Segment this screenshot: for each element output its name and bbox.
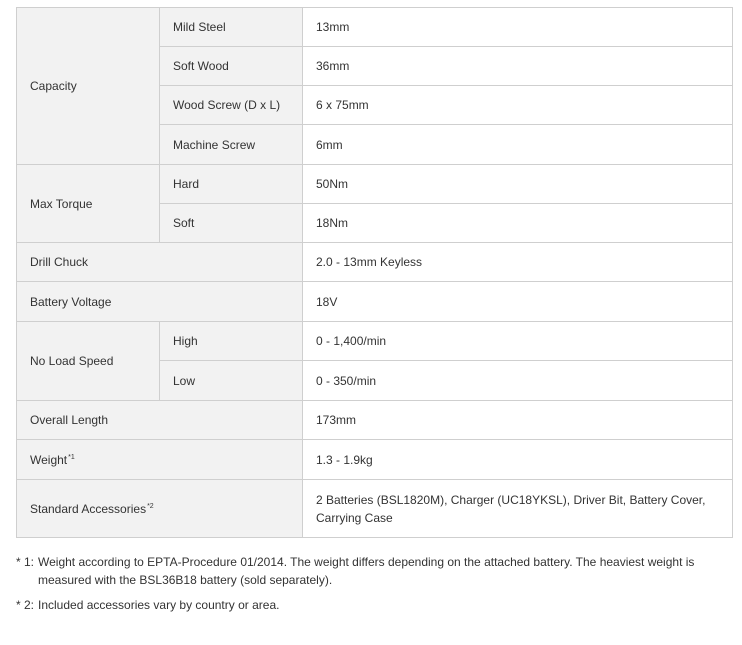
max-torque-hard-label: Hard [160, 165, 303, 204]
overall-length-value: 173mm [303, 401, 733, 440]
max-torque-soft-value: 18Nm [303, 204, 733, 243]
footnote-1-text: Weight according to EPTA-Procedure 01/2014. The weight differs depending on the attached battery. The heaviest weight is measured with the BSL36B18 battery (sold separately). [38, 555, 695, 587]
footnote-1 [16, 553, 732, 589]
capacity-mild-steel-value: 13mm [303, 8, 733, 47]
capacity-machine-screw-value: 6mm [303, 125, 733, 165]
overall-length-label: Overall Length [17, 401, 303, 440]
weight-footnote-ref: *1 [68, 453, 75, 461]
battery-voltage-value: 18V [303, 282, 733, 322]
no-load-speed-high-label: High [160, 322, 303, 361]
standard-accessories-label: Standard Accessories [30, 501, 147, 516]
capacity-mild-steel-label: Mild Steel [160, 8, 303, 47]
weight-label-cell [17, 440, 303, 480]
drill-chuck-value: 2.0 - 13mm Keyless [303, 243, 733, 282]
no-load-speed-low-label: Low [160, 361, 303, 401]
standard-accessories-label-cell [17, 480, 303, 538]
table-row [17, 401, 733, 440]
battery-voltage-label: Battery Voltage [17, 282, 303, 322]
weight-value: 1.3 - 1.9kg [303, 440, 733, 480]
footnotes [16, 553, 732, 614]
standard-accessories-value: 2 Batteries (BSL1820M), Charger (UC18YKSL), Driver Bit, Battery Cover, Carrying Case [303, 480, 733, 538]
no-load-speed-high-value: 0 - 1,400/min [303, 322, 733, 361]
spec-table [16, 7, 733, 538]
capacity-soft-wood-label: Soft Wood [160, 47, 303, 86]
capacity-wood-screw-label: Wood Screw (D x L) [160, 86, 303, 125]
table-row [17, 8, 733, 47]
capacity-machine-screw-label: Machine Screw [160, 125, 303, 165]
no-load-speed-low-value: 0 - 350/min [303, 361, 733, 401]
drill-chuck-label: Drill Chuck [17, 243, 303, 282]
table-row [17, 322, 733, 361]
capacity-soft-wood-value: 36mm [303, 47, 733, 86]
max-torque-soft-label: Soft [160, 204, 303, 243]
footnote-2-marker: * 2: [16, 598, 35, 612]
footnote-1-marker: * 1: [16, 555, 35, 569]
table-row [17, 440, 733, 480]
footnote-2 [16, 596, 732, 614]
capacity-label: Capacity [17, 8, 160, 165]
max-torque-label: Max Torque [17, 165, 160, 243]
capacity-wood-screw-value: 6 x 75mm [303, 86, 733, 125]
weight-label: Weight [30, 452, 68, 467]
max-torque-hard-value: 50Nm [303, 165, 733, 204]
table-row [17, 480, 733, 538]
standard-accessories-footnote-ref: *2 [147, 502, 154, 510]
table-row [17, 282, 733, 322]
table-row [17, 165, 733, 204]
no-load-speed-label: No Load Speed [17, 322, 160, 401]
footnote-2-text: Included accessories vary by country or area. [38, 598, 280, 612]
table-row [17, 243, 733, 282]
